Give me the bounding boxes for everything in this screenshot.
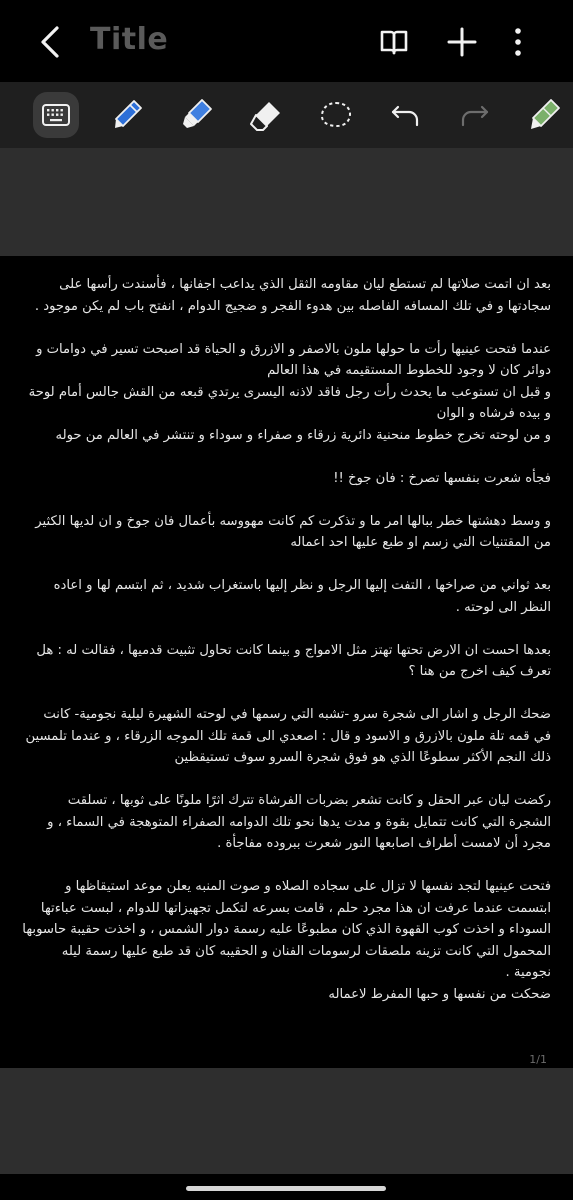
pen-icon [104, 92, 150, 138]
paragraph: بعدها احست ان الارض تحتها تهتز مثل الامواج و بينما كانت تحاول تثبيت قدميها ، فقالت له : هل تعرف كيف اخرج من هنا ؟ [36, 642, 551, 679]
highlighter-tool[interactable] [174, 92, 220, 138]
paragraph: ركضت ليان عبر الحقل و كانت تشعر بضربات الفرشاة تترك اثرًا ملونًا على ثوبها ، تسلقت الشجرة التي كانت تتمايل بقوة و مدت يدها نحو تلك الدوامه الصفراء المتوهجة في السماء ، و مجرد أن لامست أطراف اصابعها النور شعرت ببروده مفاجأة . [47, 793, 551, 851]
eraser-tool[interactable] [243, 92, 289, 138]
plus-icon [440, 20, 484, 64]
eraser-icon [243, 92, 289, 138]
canvas-margin-top [0, 148, 573, 256]
lasso-select-icon [313, 92, 359, 138]
redo-button[interactable] [452, 92, 498, 138]
more-vert-icon [496, 20, 540, 64]
note-body[interactable] [22, 274, 551, 1027]
system-nav-bar [0, 1174, 573, 1200]
undo-icon [382, 92, 428, 138]
pen-settings-tool[interactable] [521, 92, 567, 138]
canvas-margin-bottom [0, 1068, 573, 1174]
lasso-select-tool[interactable] [313, 92, 359, 138]
more-options-button[interactable] [496, 20, 540, 64]
drawing-toolbar [0, 82, 573, 148]
pen-settings-icon [521, 92, 567, 138]
add-button[interactable] [440, 20, 484, 64]
paragraph: فجأه شعرت بنفسها تصرخ : فان جوخ !! [333, 470, 551, 486]
reading-mode-button[interactable] [372, 20, 416, 64]
back-icon [30, 20, 74, 64]
home-gesture-handle[interactable] [186, 1186, 386, 1191]
keyboard-tool[interactable] [33, 92, 79, 138]
book-icon [372, 20, 416, 64]
paragraph: و وسط دهشتها خطر ببالها امر ما و تذكرت كم كانت مهووسه بأعمال فان جوخ و ان لديها الكثير من المقتنيات التي زسم او طبع عليها احد اعماله [35, 513, 551, 550]
note-title[interactable]: Title [90, 22, 169, 57]
pen-tool[interactable] [104, 92, 150, 138]
app-header [0, 0, 573, 82]
highlighter-icon [174, 92, 220, 138]
paragraph: فتحت عينيها لتجد نفسها لا تزال على سجاده الصلاه و صوت المنبه يعلن موعد استيقاظها و ابتسمت عندما عرفت ان هذا مجرد حلم ، قامت بسرعه لتكمل تجهيزاتها للدوام ، لبست عباءتها السوداء و اخذت كوب القهوة الذي كان مطبوعًا عليه رسمة دوار الشمس ، و اخذت حقيبة حاسوبها المحمول التي كانت تزينه ملصقات لرسومات الفنان و الحقيبه كان قد طبع عليها رسمة ليله نجومية . ضحكت من نفسها و حبها المفرط لاعماله [22, 879, 551, 1002]
paragraph: ضحك الرجل و اشار الى شجرة سرو -تشبه التي رسمها في لوحته الشهيرة ليلية نجومية- كانت في قمه تلة ملون بالازرق و الاسود و قال : اصعدي الى قمة تلك الموجه الزرقاء ، و عندما تلمسين ذلك النجم الأكثر سطوعًا الذي هو فوق شجرة السرو سوف تستيقظين [25, 707, 551, 765]
page-indicator: 1/1 [529, 1053, 547, 1066]
back-button[interactable] [30, 20, 74, 64]
keyboard-icon [33, 92, 79, 138]
paragraph: عندما فتحت عينيها رأت ما حولها ملون بالاصفر و الازرق و الحياة قد اصبحت تسير في دوامات و دوائر كان لا وجود للخطوط المستقيمه في هذا العالم و قبل ان تستوعب ما يحدث رأت رجل فاقد لاذنه اليسرى يرتدي قبعه من القش جالس أمام لوحة و بيده فرشاه و الوان و من لوحته تخرج خطوط منحنية دائرية زرقاء و صفراء و سوداء و تنتشر في العالم من حوله [28, 341, 551, 443]
redo-icon [452, 92, 498, 138]
paragraph: بعد ثواني من صراخها ، التفت إليها الرجل و نظر إليها باستغراب شديد ، ثم ابتسم لها و اعاده النظر الى لوحته . [53, 578, 551, 615]
note-page[interactable] [0, 256, 573, 1068]
paragraph: بعد ان اتمت صلاتها لم تستطع ليان مقاومه الثقل الذي يداعب اجفانها ، فأسندت رأسها على سجادتها و في تلك المسافه الفاصله بين هدوء الفجر و ضجيج الدوام ، انفتح باب لم يكن موجود . [34, 277, 551, 314]
undo-button[interactable] [382, 92, 428, 138]
